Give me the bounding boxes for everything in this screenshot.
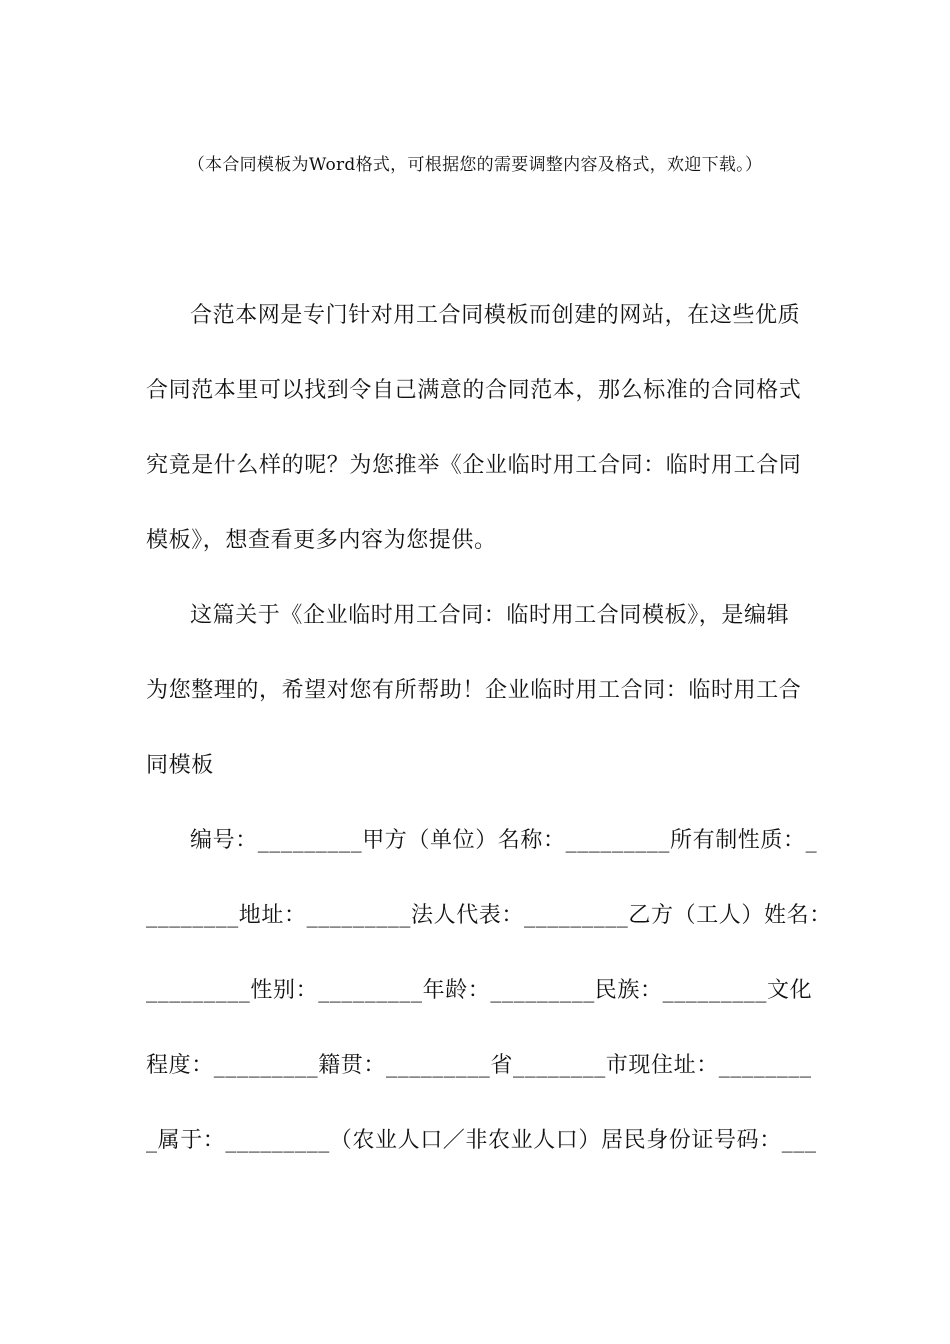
paragraph-line: 为您整理的，希望对您有所帮助！企业临时用工合同：临时用工合 xyxy=(146,678,802,703)
paragraph-line: 合同范本里可以找到令自己满意的合同范本，那么标准的合同格式 xyxy=(146,378,802,403)
paragraph-line: 模板》，想查看更多内容为您提供。 xyxy=(146,528,497,553)
form-field-line: _属于：_________（农业人口／非农业人口）居民身份证号码：___ xyxy=(146,1128,817,1153)
paragraph-line: 合范本网是专门针对用工合同模板而创建的网站，在这些优质 xyxy=(190,303,801,328)
paragraph-line: 究竟是什么样的呢？为您推举《企业临时用工合同：临时用工合同 xyxy=(146,453,802,478)
form-field-line: _________性别：_________年龄：_________民族：_________文化 xyxy=(146,978,813,1003)
template-format-note: （本合同模板为Word格式，可根据您的需要调整内容及格式，欢迎下载。） xyxy=(187,155,763,175)
paragraph-line: 这篇关于《企业临时用工合同：临时用工合同模板》，是编辑 xyxy=(190,603,790,628)
form-field-line: 程度：_________籍贯：_________省________市现住址：________ xyxy=(146,1053,812,1078)
form-field-line: 编号：_________甲方（单位）名称：_________所有制性质：_ xyxy=(190,828,818,853)
form-field-line: ________地址：_________法人代表：_________乙方（工人）姓名： xyxy=(146,903,832,928)
paragraph-line: 同模板 xyxy=(146,753,214,778)
